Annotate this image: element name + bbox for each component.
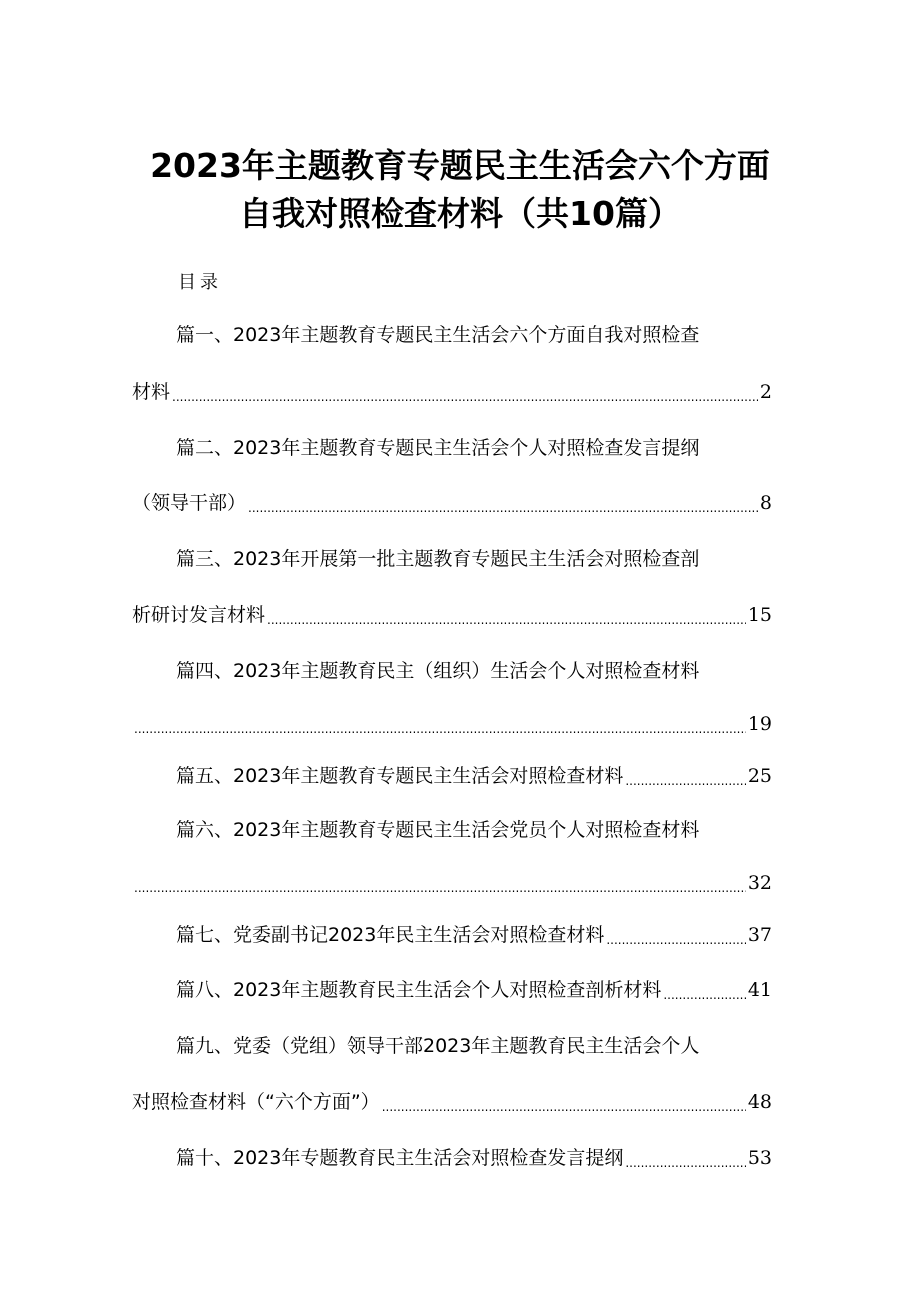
toc-entry-1-page: 2 (759, 381, 772, 403)
toc-entry-9-text-cont: 对照检查材料（“六个方面”） (132, 1091, 380, 1113)
toc-entry-3-line-1[interactable] (176, 544, 736, 574)
toc-entry-10-page: 53 (747, 1147, 772, 1169)
toc-entry-4-page: 19 (747, 713, 772, 735)
toc-entry-3-line-2[interactable] (132, 600, 772, 630)
toc-entry-5-text: 篇五、2023年主题教育专题民主生活会对照检查材料 (176, 765, 624, 787)
toc-entry-6-page: 32 (747, 872, 772, 894)
toc-leader-dots (267, 600, 746, 630)
toc-entry-10-text: 篇十、2023年专题教育民主生活会对照检查发言提纲 (176, 1147, 624, 1169)
toc-leader-dots (134, 709, 746, 739)
toc-entry-9-line-2[interactable] (132, 1087, 772, 1117)
toc-entry-6-text: 篇六、2023年主题教育专题民主生活会党员个人对照检查材料 (176, 819, 700, 841)
toc-entry-9-line-1[interactable] (176, 1031, 736, 1061)
toc-entry-2-line-2[interactable] (132, 488, 772, 518)
toc-leader-dots (382, 1087, 746, 1117)
toc-leader-dots (625, 1143, 745, 1173)
toc-leader-dots (172, 377, 758, 407)
toc-entry-5[interactable] (176, 761, 772, 791)
toc-entry-8-text: 篇八、2023年主题教育民主生活会个人对照检查剖析材料 (176, 979, 662, 1001)
toc-leader-dots (625, 761, 745, 791)
toc-leader-dots (248, 488, 758, 518)
toc-entry-7-text: 篇七、党委副书记2023年民主生活会对照检查材料 (176, 924, 605, 946)
toc-entry-3-text: 篇三、2023年开展第一批主题教育专题民主生活会对照检查剖 (176, 548, 700, 570)
document-title-line-2: 自我对照检查材料（共10篇） (239, 194, 681, 233)
toc-entry-9-page: 48 (747, 1091, 772, 1113)
toc-entry-1-line-1[interactable] (176, 320, 736, 350)
toc-heading: 目录 (178, 272, 222, 293)
toc-entry-1-text: 篇一、2023年主题教育专题民主生活会六个方面自我对照检查 (176, 324, 700, 346)
toc-entry-6-line-1[interactable] (176, 815, 736, 845)
toc-leader-dots (606, 920, 745, 950)
toc-entry-4-line-2[interactable] (132, 709, 772, 739)
toc-leader-dots (134, 868, 746, 898)
toc-entry-1-line-2[interactable] (132, 377, 772, 407)
toc-entry-1-text-cont: 材料 (132, 381, 171, 403)
toc-entry-10[interactable] (176, 1143, 772, 1173)
toc-entry-3-page: 15 (747, 604, 772, 626)
toc-entry-6-line-2[interactable] (132, 868, 772, 898)
toc-entry-4-text: 篇四、2023年主题教育民主（组织）生活会个人对照检查材料 (176, 660, 700, 682)
toc-leader-dots (663, 975, 745, 1005)
toc-entry-2-text: 篇二、2023年主题教育专题民主生活会个人对照检查发言提纲 (176, 437, 700, 459)
toc-entry-9-text: 篇九、党委（党组）领导干部2023年主题教育民主生活会个人 (176, 1035, 700, 1057)
toc-entry-7[interactable] (176, 920, 772, 950)
toc-entry-3-text-cont: 析研讨发言材料 (132, 604, 266, 626)
toc-entry-2-line-1[interactable] (176, 433, 736, 463)
toc-entry-4-line-1[interactable] (176, 656, 736, 686)
toc-entry-2-page: 8 (759, 492, 772, 514)
toc-entry-8-page: 41 (747, 979, 772, 1001)
toc-entry-7-page: 37 (747, 924, 772, 946)
toc-entry-8[interactable] (176, 975, 772, 1005)
toc-entry-5-page: 25 (747, 765, 772, 787)
toc-entry-2-text-cont: （领导干部） (132, 492, 247, 514)
document-title-line-1: 2023年主题教育专题民主生活会六个方面 (150, 146, 770, 185)
